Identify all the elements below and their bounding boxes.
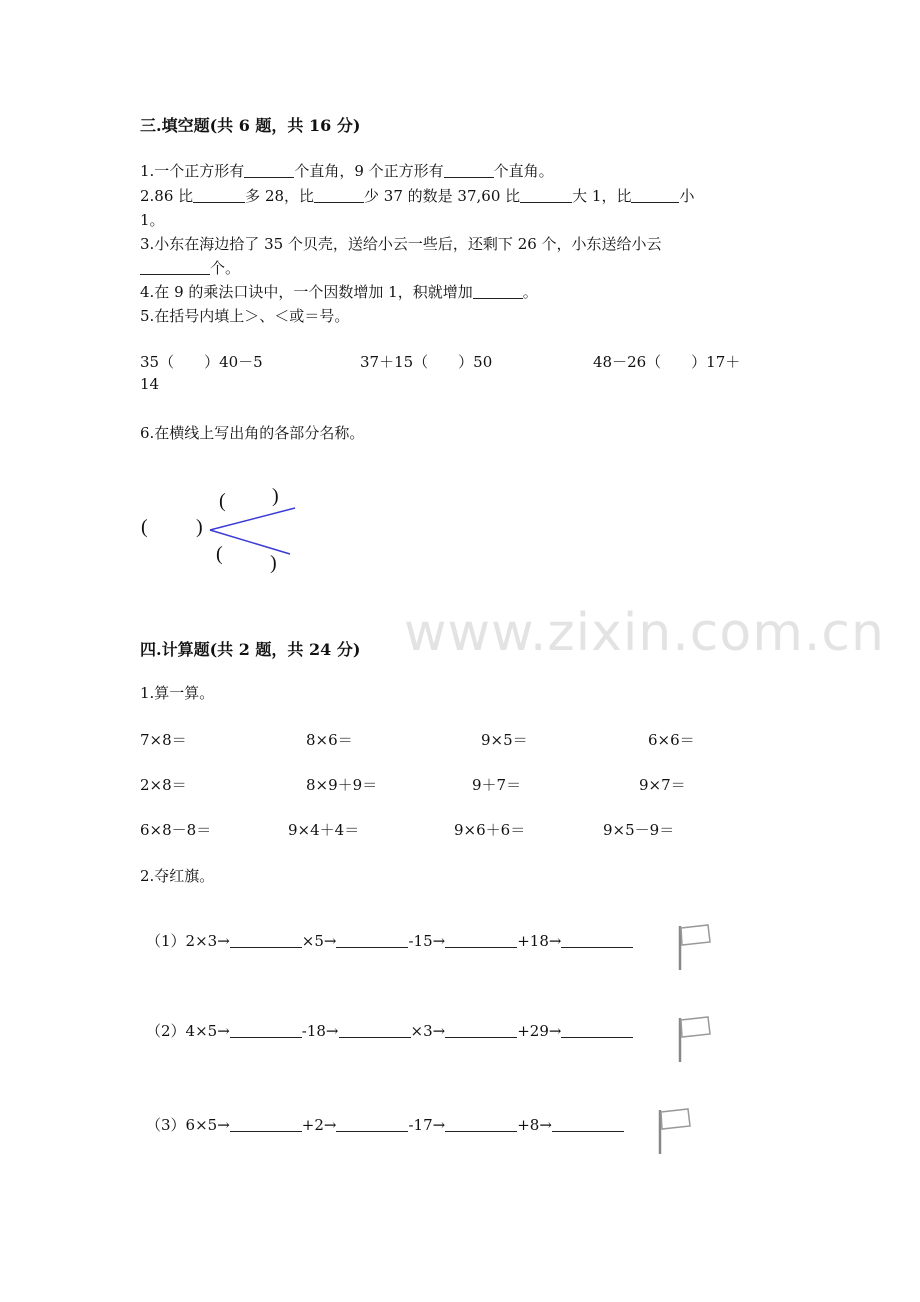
vertex-label-open: (	[141, 516, 148, 538]
calc-item[interactable]: 6×6＝	[648, 731, 695, 749]
compare-1[interactable]: 35（ ）40－5	[140, 353, 263, 371]
angle-figure	[200, 500, 300, 560]
chain-step: -18→	[301, 1022, 339, 1040]
question-5: 5.在括号内填上＞、＜或＝号。	[140, 307, 350, 325]
vertex-label-close: )	[196, 516, 203, 538]
chain-step: -15→	[408, 932, 446, 950]
upper-side-label-close: )	[272, 485, 279, 507]
calc-item[interactable]: 9×7＝	[639, 776, 686, 794]
chain-step: ×3→	[410, 1022, 446, 1040]
chain-step: +8→	[517, 1116, 552, 1134]
lower-side-label-close: )	[270, 552, 277, 574]
question-4	[140, 281, 538, 302]
flag-icon	[676, 1014, 716, 1066]
chain-step: +29→	[517, 1022, 562, 1040]
calc-question-2: 2.夺红旗。	[140, 867, 215, 885]
calc-question-1: 1.算一算。	[140, 684, 215, 702]
question-6: 6.在横线上写出角的各部分名称。	[140, 424, 365, 442]
answer-blank[interactable]	[520, 188, 572, 203]
compare-3-wrap: 14	[140, 375, 160, 393]
q4-text-b: 。	[522, 283, 538, 301]
section-title-calculation: 四.计算题(共 2 题，共 24 分)	[140, 640, 361, 659]
q2-text-e: 小	[679, 187, 695, 205]
compare-3[interactable]: 48－26（ ）17＋	[593, 353, 741, 371]
flag-chain-2	[146, 1020, 633, 1041]
answer-blank[interactable]	[552, 1117, 624, 1132]
answer-blank[interactable]	[445, 1023, 517, 1038]
answer-blank[interactable]	[230, 933, 302, 948]
answer-blank[interactable]	[445, 933, 517, 948]
answer-blank[interactable]	[339, 1023, 411, 1038]
q1-text-a: 1.一个正方形有	[140, 162, 245, 180]
q1-text-b: 个直角，9 个正方形有	[294, 162, 444, 180]
calc-item[interactable]: 9×4＋4＝	[288, 821, 360, 839]
chain-step: ×5→	[301, 932, 337, 950]
calc-item[interactable]: 9×5－9＝	[603, 821, 675, 839]
q3-suffix: 个。	[210, 259, 241, 277]
answer-blank[interactable]	[230, 1117, 302, 1132]
calc-item[interactable]: 8×9＋9＝	[306, 776, 378, 794]
question-2-wrap: 1。	[140, 211, 165, 229]
answer-blank[interactable]	[473, 284, 523, 299]
calc-item[interactable]: 9×5＝	[481, 731, 528, 749]
watermark: www.zixin.com.cn	[404, 603, 885, 663]
flag-icon	[676, 922, 716, 974]
answer-blank[interactable]	[561, 933, 633, 948]
flag-chain-1	[146, 930, 633, 951]
lower-side-label-open: (	[216, 543, 223, 565]
answer-blank[interactable]	[336, 933, 408, 948]
answer-blank[interactable]	[561, 1023, 633, 1038]
calc-item[interactable]: 6×8－8＝	[140, 821, 212, 839]
answer-blank[interactable]	[244, 163, 294, 178]
q1-text-c: 个直角。	[493, 162, 554, 180]
chain-step: +18→	[517, 932, 562, 950]
calc-item[interactable]: 9×6＋6＝	[454, 821, 526, 839]
chain-step: -17→	[408, 1116, 446, 1134]
answer-blank[interactable]	[444, 163, 494, 178]
flag-chain-3	[146, 1114, 624, 1135]
calc-item[interactable]: 8×6＝	[306, 731, 353, 749]
flag-icon	[656, 1106, 696, 1158]
chain-step: （3）6×5→	[146, 1116, 230, 1134]
answer-blank[interactable]	[140, 260, 210, 275]
answer-blank[interactable]	[445, 1117, 517, 1132]
question-3: 3.小东在海边拾了 35 个贝壳，送给小云一些后，还剩下 26 个，小东送给小云	[140, 235, 662, 253]
calc-item[interactable]: 7×8＝	[140, 731, 187, 749]
compare-2[interactable]: 37＋15（ ）50	[360, 353, 493, 371]
answer-blank[interactable]	[336, 1117, 408, 1132]
answer-blank[interactable]	[314, 188, 364, 203]
question-2	[140, 185, 694, 206]
chain-step: +2→	[301, 1116, 337, 1134]
calc-item[interactable]: 2×8＝	[140, 776, 187, 794]
q2-text-a: 2.86 比	[140, 187, 194, 205]
q2-text-c: 少 37 的数是 37,60 比	[364, 187, 521, 205]
chain-step: （2）4×5→	[146, 1022, 230, 1040]
calc-item[interactable]: 9＋7＝	[472, 776, 522, 794]
q2-text-d: 大 1，比	[572, 187, 632, 205]
chain-step: （1）2×3→	[146, 932, 230, 950]
q4-text-a: 4.在 9 的乘法口诀中，一个因数增加 1，积就增加	[140, 283, 473, 301]
question-1	[140, 160, 554, 181]
upper-side-label-open: (	[219, 490, 226, 512]
question-3-wrap	[140, 257, 240, 278]
answer-blank[interactable]	[193, 188, 245, 203]
section-title-fill-in: 三.填空题(共 6 题，共 16 分)	[140, 116, 361, 135]
answer-blank[interactable]	[631, 188, 679, 203]
q2-text-b: 多 28，比	[245, 187, 315, 205]
answer-blank[interactable]	[230, 1023, 302, 1038]
